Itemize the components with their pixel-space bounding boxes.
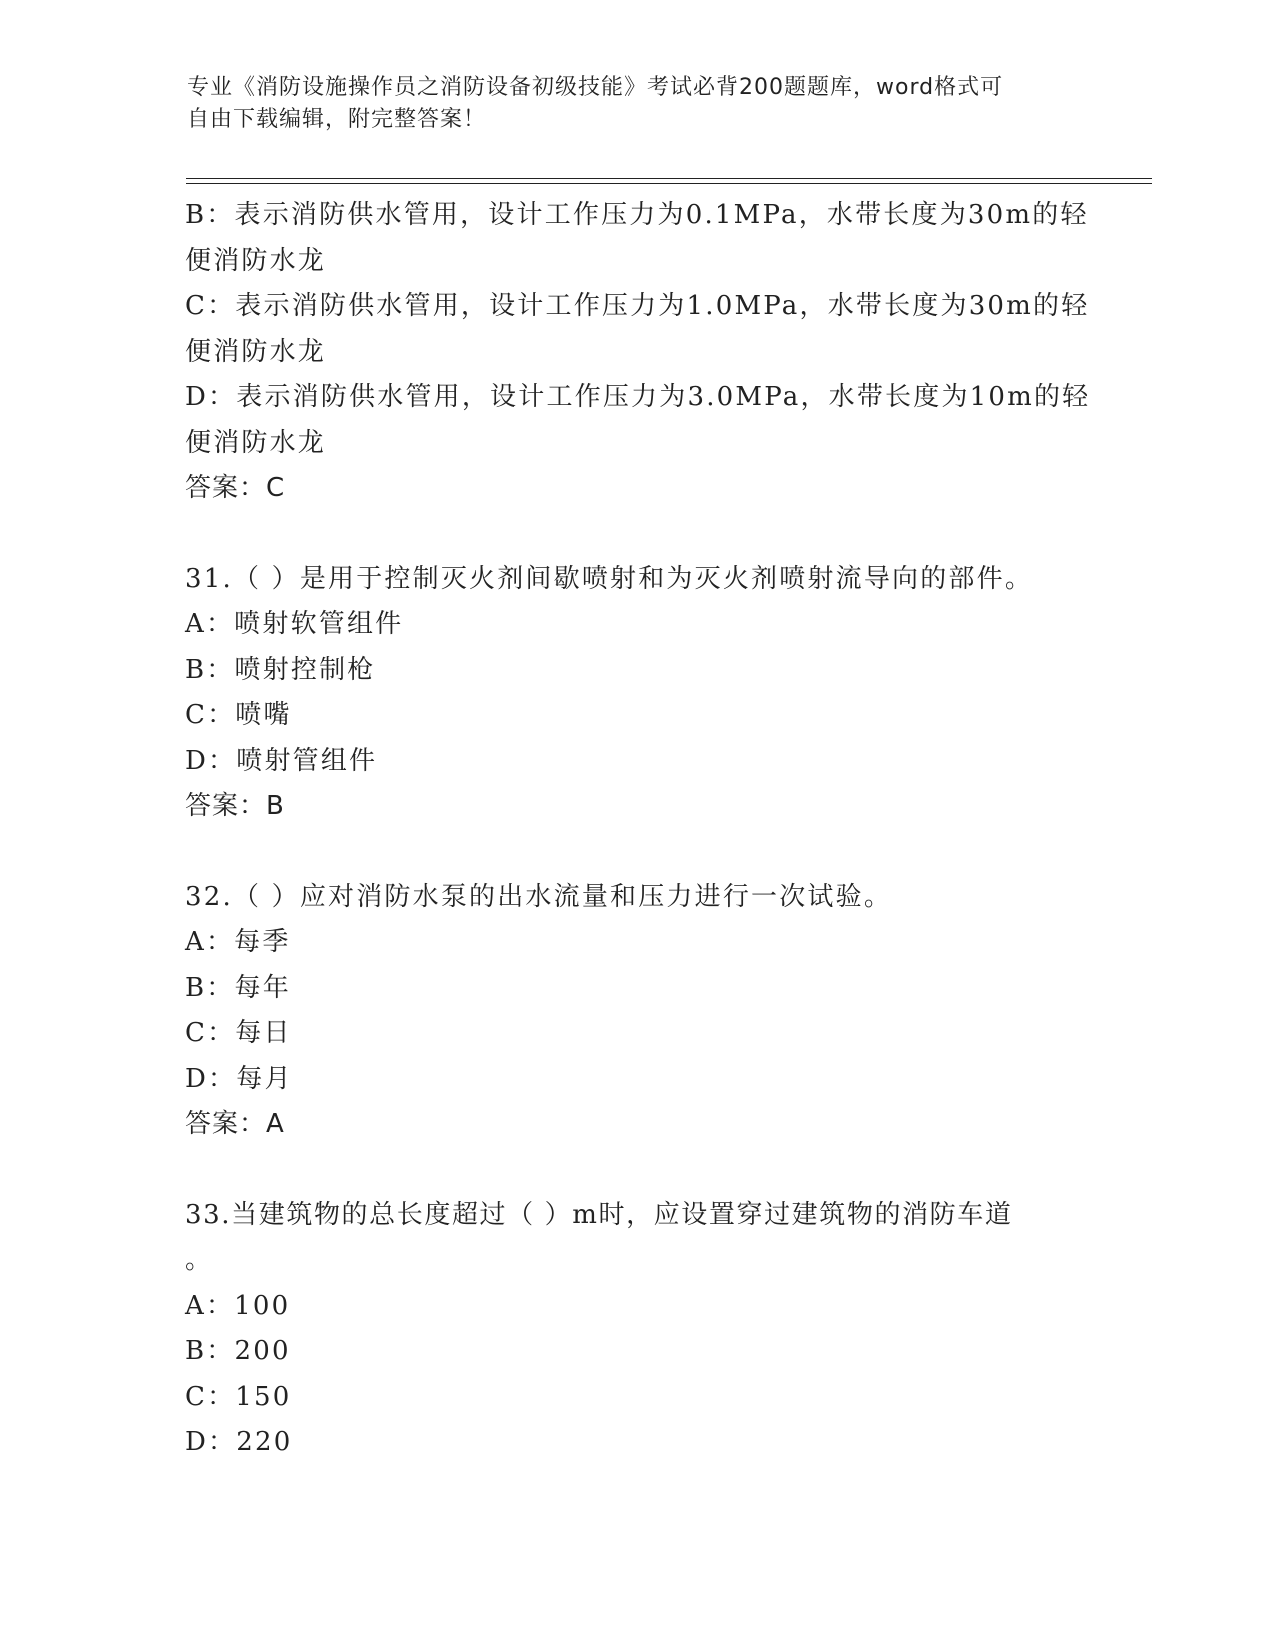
header-divider-bottom	[186, 183, 1152, 184]
option-b: B：喷射控制枪	[185, 654, 376, 685]
option-a: A：每季	[185, 927, 291, 957]
question-33-block	[185, 1193, 1085, 1466]
spacer	[185, 1148, 1085, 1193]
answer-line: 答案：A	[185, 1109, 285, 1139]
option-c: C：每日	[185, 1018, 292, 1048]
option-c-line-2: 便消防水龙	[185, 336, 327, 367]
document-body	[185, 193, 1091, 1466]
option-d: D：220	[185, 1427, 293, 1457]
question-stem: 31.（ ）是用于控制灭火剂间歇喷射和为灭火剂喷射流导向的部件。	[185, 563, 1034, 594]
question-stem: 32.（ ）应对消防水泵的出水流量和压力进行一次试验。	[185, 881, 893, 912]
document-header	[187, 72, 1067, 136]
option-b-line-2: 便消防水龙	[185, 245, 327, 276]
question-31-block	[185, 557, 1085, 830]
spacer	[185, 830, 1085, 875]
option-c: C：喷嘴	[185, 700, 292, 730]
option-d-line-1: D：表示消防供水管用，设计工作压力为3.0MPa，水带长度为10m的轻	[185, 382, 1091, 412]
option-a: A：喷射软管组件	[185, 609, 404, 639]
question-32-block	[185, 875, 1085, 1148]
option-c-line-1: C：表示消防供水管用，设计工作压力为1.0MPa，水带长度为30m的轻	[185, 291, 1090, 321]
header-divider-top	[186, 178, 1152, 179]
option-b-line-1: B：表示消防供水管用，设计工作压力为0.1MPa，水带长度为30m的轻	[185, 200, 1089, 230]
question-stem-line-2: 。	[185, 1245, 214, 1275]
option-a: A：100	[185, 1290, 291, 1321]
answer-line: 答案：B	[185, 791, 285, 821]
option-d: D：喷射管组件	[185, 745, 378, 776]
option-b: B：200	[185, 1336, 291, 1366]
spacer	[185, 512, 1085, 557]
option-b: B：每年	[185, 972, 291, 1003]
question-30-block	[185, 193, 1091, 512]
option-c: C：150	[185, 1381, 292, 1412]
header-line-2: 自由下载编辑，附完整答案！	[187, 107, 487, 132]
option-d-line-2: 便消防水龙	[185, 427, 327, 458]
question-stem-line-1: 33.当建筑物的总长度超过（ ）m时，应设置穿过建筑物的消防车道	[185, 1199, 1013, 1230]
answer-line: 答案：C	[185, 473, 286, 503]
option-d: D：每月	[185, 1063, 293, 1094]
header-line-1: 专业《消防设施操作员之消防设备初级技能》考试必背200题题库，word格式可	[187, 75, 1004, 100]
